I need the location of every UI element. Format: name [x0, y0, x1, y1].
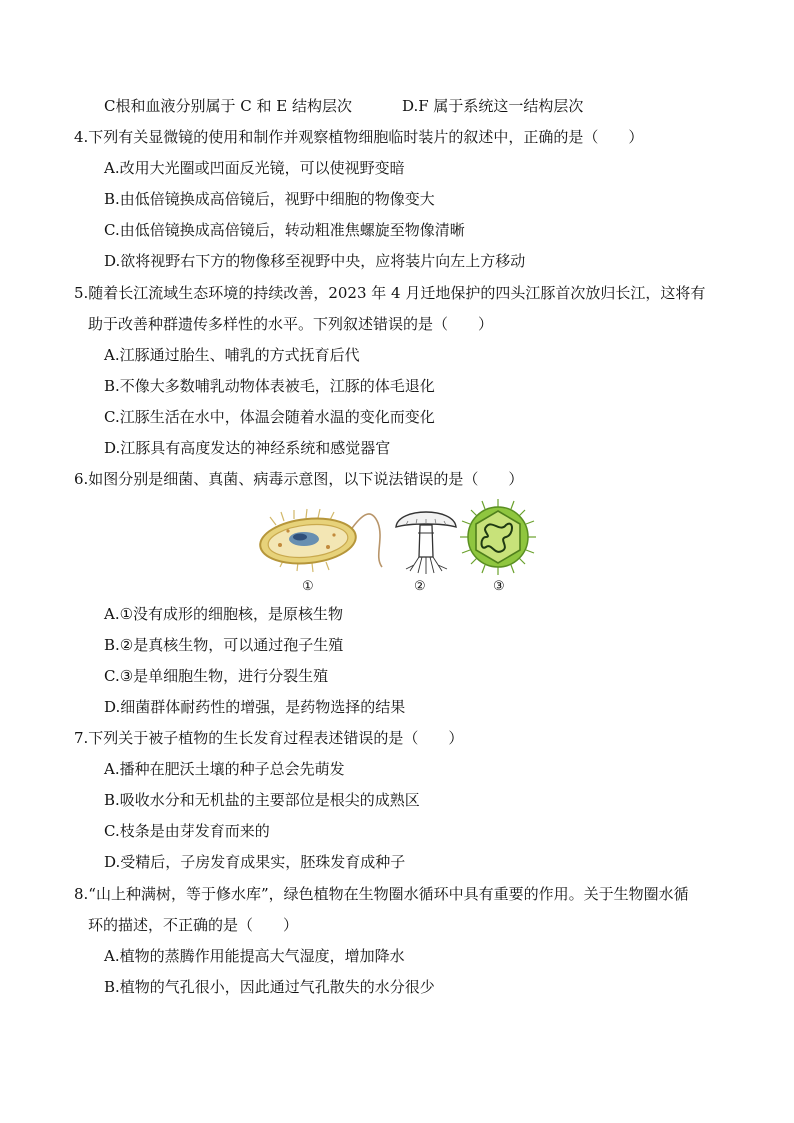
virus-illustration	[458, 497, 538, 577]
q4-stem: 4.下列有关显微镜的使用和制作并观察植物细胞临时装片的叙述中，正确的是（ ）	[74, 128, 644, 146]
q7-option-b: B.吸收水分和无机盐的主要部位是根尖的成熟区	[104, 791, 420, 809]
q4-option-c: C.由低倍镜换成高倍镜后，转动粗准焦螺旋至物像清晰	[104, 221, 465, 239]
q7-option-a: A.播种在肥沃土壤的种子总会先萌发	[104, 760, 345, 778]
q3-option-d: D.F 属于系统这一结构层次	[402, 97, 584, 115]
q8-option-b: B.植物的气孔很小，因此通过气孔散失的水分很少	[104, 978, 435, 996]
q5-stem-line1: 5.随着长江流域生态环境的持续改善，2023 年 4 月迁地保护的四头江豚首次放归长江，这将有	[74, 284, 706, 302]
q6-option-b: B.②是真核生物，可以通过孢子生殖	[104, 636, 344, 654]
q6-stem: 6.如图分别是细菌、真菌、病毒示意图，以下说法错误的是（ ）	[74, 470, 524, 488]
q8-stem-line2: 环的描述，不正确的是（ ）	[88, 916, 299, 934]
q8-stem-line1: 8.“山上种满树，等于修水库”，绿色植物在生物圈水循环中具有重要的作用。关于生物圈水循	[74, 885, 689, 903]
q5-option-b: B.不像大多数哺乳动物体表被毛，江豚的体毛退化	[104, 377, 435, 395]
q6-option-a: A.①没有成形的细胞核，是原核生物	[104, 605, 344, 623]
mushroom-illustration	[392, 499, 460, 579]
q5-option-a: A.江豚通过胎生、哺乳的方式抚育后代	[104, 346, 360, 364]
figure-label-3: ③	[493, 579, 505, 594]
figure-label-2: ②	[414, 579, 426, 594]
q3-option-c: C根和血液分别属于 C 和 E 结构层次	[104, 97, 352, 115]
q4-option-a: A.改用大光圈或凹面反光镜，可以使视野变暗	[104, 159, 405, 177]
figure-label-1: ①	[302, 579, 314, 594]
q5-option-c: C.江豚生活在水中，体温会随着水温的变化而变化	[104, 408, 435, 426]
q7-stem: 7.下列关于被子植物的生长发育过程表述错误的是（ ）	[74, 729, 464, 747]
q7-option-d: D.受精后，子房发育成果实，胚珠发育成种子	[104, 853, 406, 871]
q6-figure	[240, 495, 560, 600]
q4-option-d: D.欲将视野右下方的物像移至视野中央，应将装片向左上方移动	[104, 252, 526, 270]
bacterium-illustration	[254, 501, 394, 573]
q8-option-a: A.植物的蒸腾作用能提高大气湿度，增加降水	[104, 947, 405, 965]
q5-option-d: D.江豚具有高度发达的神经系统和感觉器官	[104, 439, 391, 457]
q5-stem-line2: 助于改善种群遗传多样性的水平。下列叙述错误的是（ ）	[88, 315, 494, 333]
q6-option-c: C.③是单细胞生物，进行分裂生殖	[104, 667, 329, 685]
q7-option-c: C.枝条是由芽发育而来的	[104, 822, 270, 840]
q4-option-b: B.由低倍镜换成高倍镜后，视野中细胞的物像变大	[104, 190, 435, 208]
q6-option-d: D.细菌群体耐药性的增强，是药物选择的结果	[104, 698, 406, 716]
